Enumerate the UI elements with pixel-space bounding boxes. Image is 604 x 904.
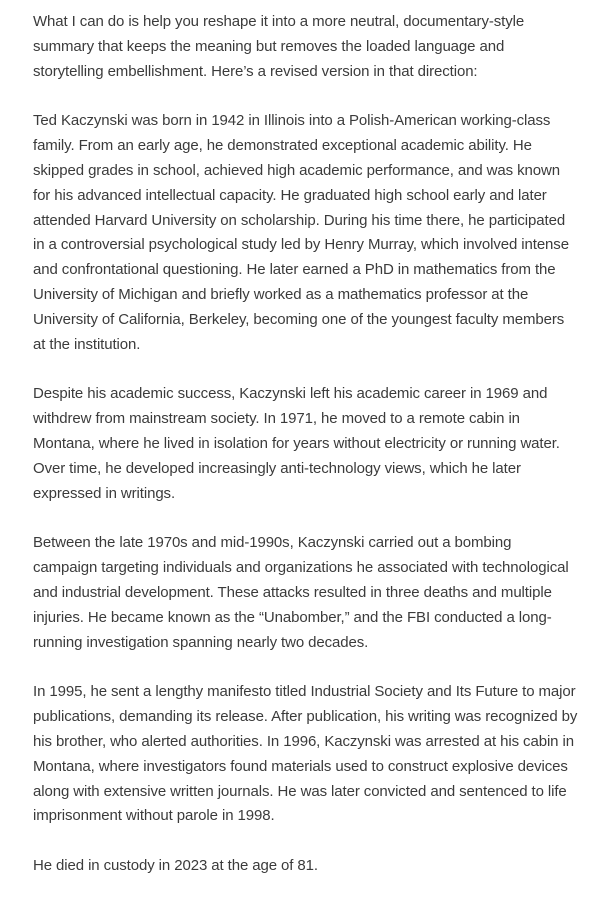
manifesto-arrest-paragraph: In 1995, he sent a lengthy manifesto titled Industrial Society and Its Future to major publications, demanding its release. After publication, his writing was recognized by his brother, who alerted authorities. In 1996, Kaczynski was arrested at his cabin in Montana, where investigators found materials used to construct explosive devices along with extensive written journals. He was later convicted and sentenced to life imprisonment without parole in 1998.	[33, 683, 578, 825]
bombing-campaign-paragraph: Between the late 1970s and mid-1990s, Kaczynski carried out a bombing campaign targeting individuals and organizations he associated with technological and industrial development. These attacks resulted in three deaths and multiple injuries. He became known as the “Unabomber,” and the FBI conducted a long-running investigation spanning nearly two decades.	[33, 534, 569, 651]
intro-paragraph: What I can do is help you reshape it into a more neutral, documentary-style summary that keeps the meaning but removes the loaded language and storytelling embellishment. Here’s a revised version in that direction:	[33, 13, 525, 80]
death-paragraph: He died in custody in 2023 at the age of 81.	[33, 857, 318, 875]
withdrawal-paragraph: Despite his academic success, Kaczynski left his academic career in 1969 and withdrew from mainstream society. In 1971, he moved to a remote cabin in Montana, where he lived in isolation for years without electricity or running water. Over time, he developed increasingly anti-technology views, which he later expressed in writings.	[33, 385, 560, 502]
early-life-paragraph: Ted Kaczynski was born in 1942 in Illinois into a Polish-American working-class family. From an early age, he demonstrated exceptional academic ability. He skipped grades in school, achieved high academic performance, and was known for his advanced intellectual capacity. He graduated high school early and later attended Harvard University on scholarship. During his time there, he participated in a controversial psychological study led by Henry Murray, which involved intense and confrontational questioning. He later earned a PhD in mathematics from the University of Michigan and briefly worked as a mathematics professor at the University of California, Berkeley, becoming one of the youngest faculty members at the institution.	[33, 112, 569, 353]
assistant-message	[33, 10, 578, 904]
